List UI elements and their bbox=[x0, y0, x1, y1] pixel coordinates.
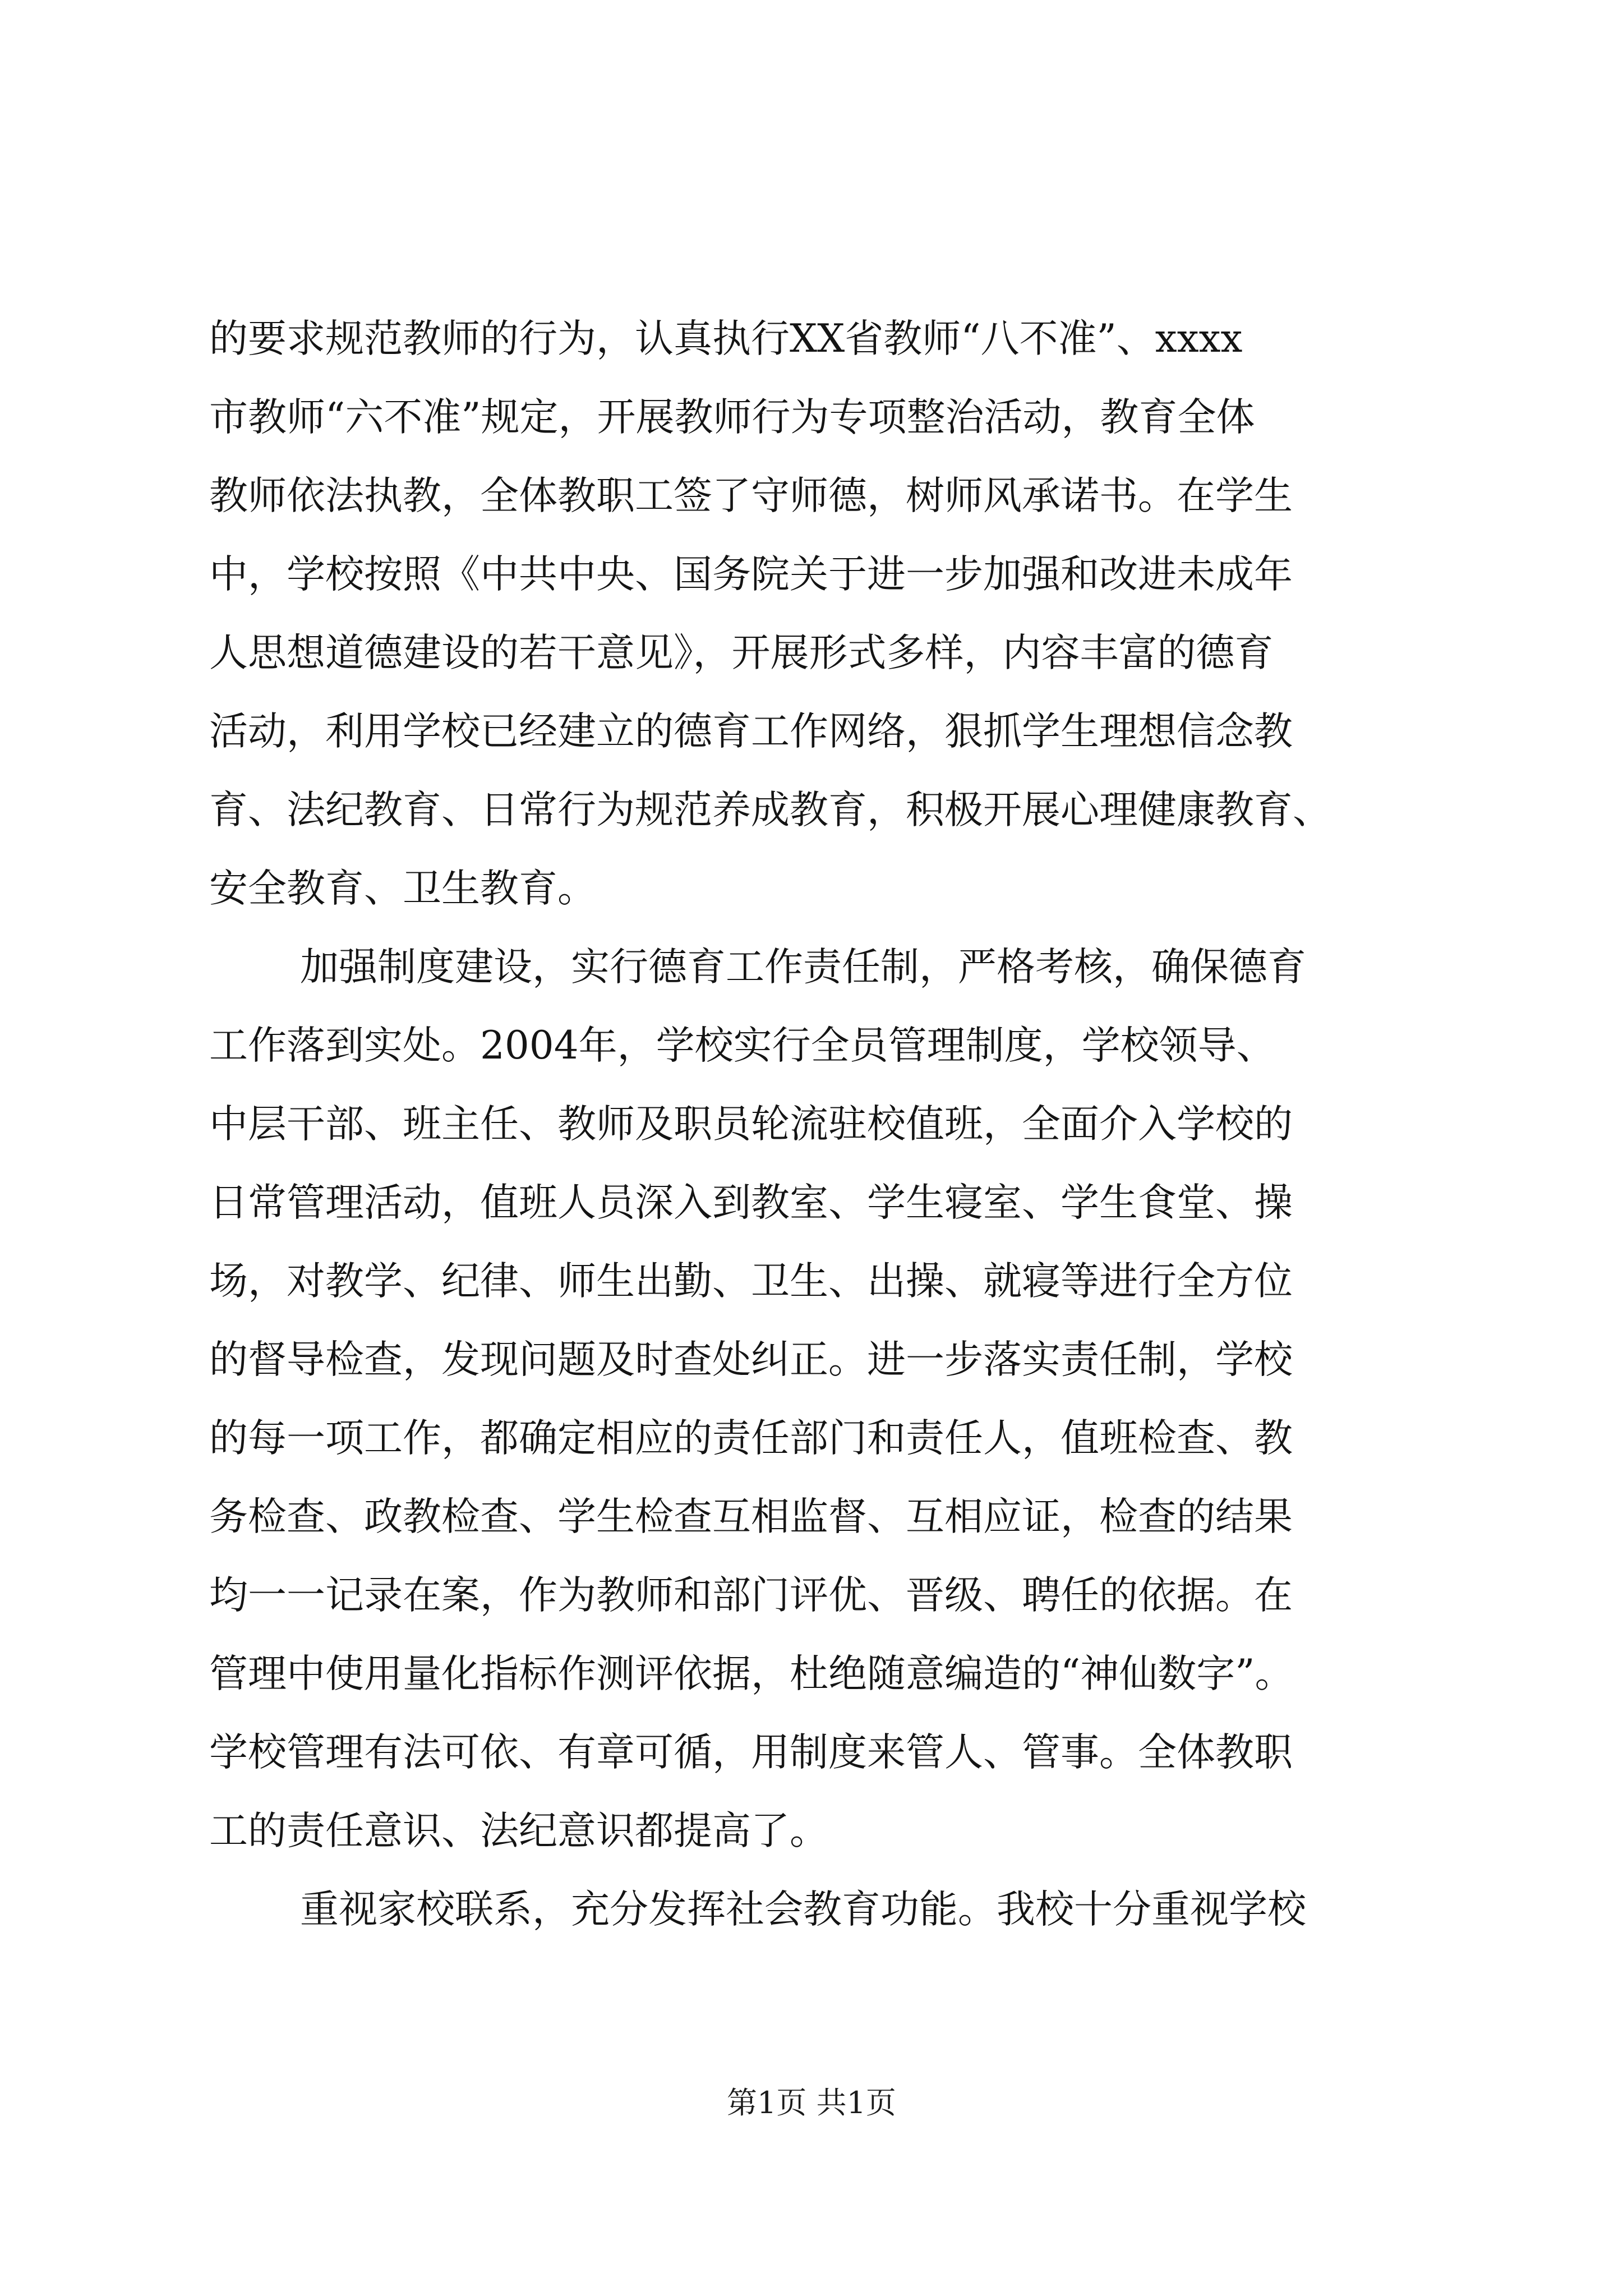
line-text: 务检查、政教检查、学生检查互相监督、互相应证，检查的结果 bbox=[209, 1494, 1293, 1539]
line-text: 的每一项工作，都确定相应的责任部门和责任人，值班检查、教 bbox=[209, 1416, 1293, 1461]
line-text: 场，对教学、纪律、师生出勤、卫生、出操、就寝等进行全方位 bbox=[209, 1259, 1293, 1304]
text-line bbox=[0, 297, 1623, 381]
text-line bbox=[0, 768, 1623, 852]
line-text: 市教师“六不准”规定，开展教师行为专项整治活动，教育全体 bbox=[209, 395, 1255, 440]
text-line bbox=[0, 532, 1623, 616]
line-text: 中，学校按照《中共中央、国务院关于进一步加强和改进未成年 bbox=[209, 552, 1293, 597]
line-text: 的要求规范教师的行为，认真执行XX省教师“八不准”、xxxx bbox=[209, 316, 1243, 361]
text-line bbox=[0, 611, 1623, 695]
line-text: 育、法纪教育、日常行为规范养成教育，积极开展心理健康教育、 bbox=[209, 788, 1331, 832]
line-text: 的督导检查，发现问题及时查处纠正。进一步落实责任制，学校 bbox=[209, 1337, 1293, 1382]
page-number-label: 第1页 共1页 bbox=[727, 2085, 896, 2120]
text-line bbox=[0, 1239, 1623, 1323]
text-line bbox=[0, 1553, 1623, 1637]
line-text: 活动，利用学校已经建立的德育工作网络，狠抓学生理想信念教 bbox=[209, 709, 1293, 754]
text-line bbox=[0, 925, 1623, 1009]
text-line bbox=[0, 454, 1623, 538]
page-footer bbox=[0, 2078, 1623, 2128]
text-line bbox=[0, 689, 1623, 774]
text-line bbox=[0, 1082, 1623, 1166]
line-text: 重视家校联系，充分发挥社会教育功能。我校十分重视学校 bbox=[300, 1887, 1306, 1932]
line-text: 日常管理活动，值班人员深入到教室、学生寝室、学生食堂、操 bbox=[209, 1180, 1293, 1225]
text-line bbox=[0, 1789, 1623, 1873]
text-line bbox=[0, 1632, 1623, 1716]
text-line bbox=[0, 1318, 1623, 1402]
line-text: 工的责任意识、法纪意识都提高了。 bbox=[209, 1809, 828, 1853]
line-text: 均一一记录在案，作为教师和部门评优、晋级、聘任的依据。在 bbox=[209, 1573, 1293, 1618]
text-line bbox=[0, 1004, 1623, 1088]
text-line bbox=[0, 375, 1623, 459]
line-text: 加强制度建设，实行德育工作责任制，严格考核，确保德育 bbox=[300, 945, 1306, 990]
text-line bbox=[0, 1867, 1623, 1952]
line-text: 学校管理有法可依、有章可循，用制度来管人、管事。全体教职 bbox=[209, 1730, 1293, 1775]
line-text: 人思想道德建设的若干意见》，开展形式多样，内容丰富的德育 bbox=[209, 631, 1274, 675]
text-line bbox=[0, 846, 1623, 931]
text-line bbox=[0, 1710, 1623, 1795]
text-line bbox=[0, 1161, 1623, 1245]
text-line bbox=[0, 1396, 1623, 1480]
line-text: 安全教育、卫生教育。 bbox=[209, 866, 596, 911]
line-text: 管理中使用量化指标作测评依据，杜绝随意编造的“神仙数字”。 bbox=[209, 1651, 1294, 1696]
line-text: 教师依法执教，全体教职工签了守师德，树师风承诺书。在学生 bbox=[209, 473, 1293, 518]
line-text: 中层干部、班主任、教师及职员轮流驻校值班，全面介入学校的 bbox=[209, 1102, 1293, 1147]
text-line bbox=[0, 1475, 1623, 1559]
line-text: 工作落到实处。2004年，学校实行全员管理制度，学校领导、 bbox=[209, 1023, 1275, 1068]
